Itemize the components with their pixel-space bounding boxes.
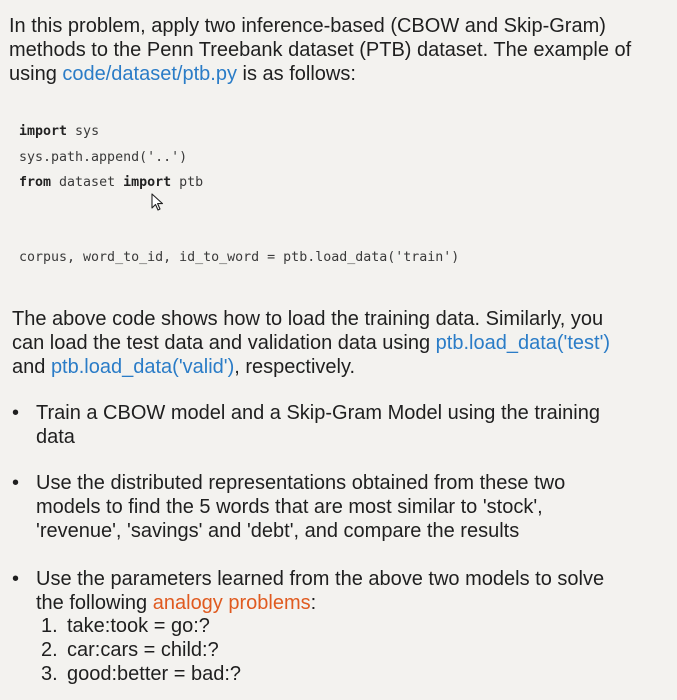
analogy-text: car:cars = child:? [67, 639, 219, 661]
list-number: 2. [41, 639, 58, 661]
bullet-dot: • [12, 402, 20, 424]
bullet-2-line-3: 'revenue', 'savings' and 'debt', and compare the results [36, 520, 520, 542]
code-line-2: sys.path.append('..') [19, 150, 188, 165]
bullet-3-text: : [310, 592, 317, 614]
bullet-item-3 [12, 567, 662, 617]
list-number: 1. [41, 615, 58, 637]
code-line-1 [19, 124, 99, 139]
code-line-3 [19, 175, 203, 190]
keyword-from: from [19, 175, 52, 190]
ptb-file-link[interactable]: code/dataset/ptb.py [62, 63, 237, 85]
analogy-item-3 [41, 662, 241, 686]
mouse-pointer-icon [151, 193, 167, 213]
bullet-3-text: the following [36, 592, 153, 614]
para2-text: can load the test data and validation data using [12, 332, 436, 354]
list-number: 3. [41, 663, 58, 685]
bullet-1-line-1: Train a CBOW model and a Skip-Gram Model using the training [36, 402, 600, 424]
para2-text: and [12, 356, 51, 378]
keyword-import: import [123, 175, 172, 190]
bullet-3-line-1: Use the parameters learned from the above two models to solve [36, 568, 605, 590]
intro-line-3-pre: using [9, 63, 63, 85]
bullet-2-line-1: Use the distributed representations obtained from these two [36, 472, 566, 494]
code-text: sys [67, 124, 100, 139]
code-line-4: corpus, word_to_id, id_to_word = ptb.load_data('train') [19, 250, 460, 265]
para2-text: , respectively. [234, 356, 356, 378]
bullet-dot: • [12, 568, 20, 590]
bullet-3-line-2 [36, 591, 316, 615]
analogy-text: take:took = go:? [67, 615, 210, 637]
para2-line-3 [12, 355, 355, 379]
load-test-link[interactable]: ptb.load_data('test') [435, 332, 611, 354]
bullet-dot: • [12, 472, 20, 494]
para2-line-2 [12, 331, 610, 355]
intro-line-3-post: is as follows: [236, 63, 356, 85]
para2-line-1: The above code shows how to load the training data. Similarly, you [12, 308, 604, 330]
analogy-text: good:better = bad:? [67, 663, 242, 685]
analogy-item-2 [41, 638, 241, 662]
keyword-import: import [19, 124, 68, 139]
code-text: ptb [171, 175, 204, 190]
intro-line-3 [9, 62, 356, 86]
intro-line-2: methods to the Penn Treebank dataset (PTB) dataset. The example of [9, 39, 632, 61]
bullet-1-line-2: data [36, 426, 75, 448]
analogy-item-1 [41, 614, 241, 638]
bullet-2-line-2: models to find the 5 words that are most similar to 'stock', [36, 496, 543, 518]
code-text: dataset [51, 175, 124, 190]
bullet-item-1 [12, 401, 662, 451]
bullet-item-2 [12, 471, 662, 545]
analogy-problems-link[interactable]: analogy problems [152, 592, 311, 614]
load-valid-link[interactable]: ptb.load_data('valid') [50, 356, 235, 378]
intro-line-1: In this problem, apply two inference-based (CBOW and Skip-Gram) [9, 15, 606, 37]
analogy-list [41, 614, 241, 686]
